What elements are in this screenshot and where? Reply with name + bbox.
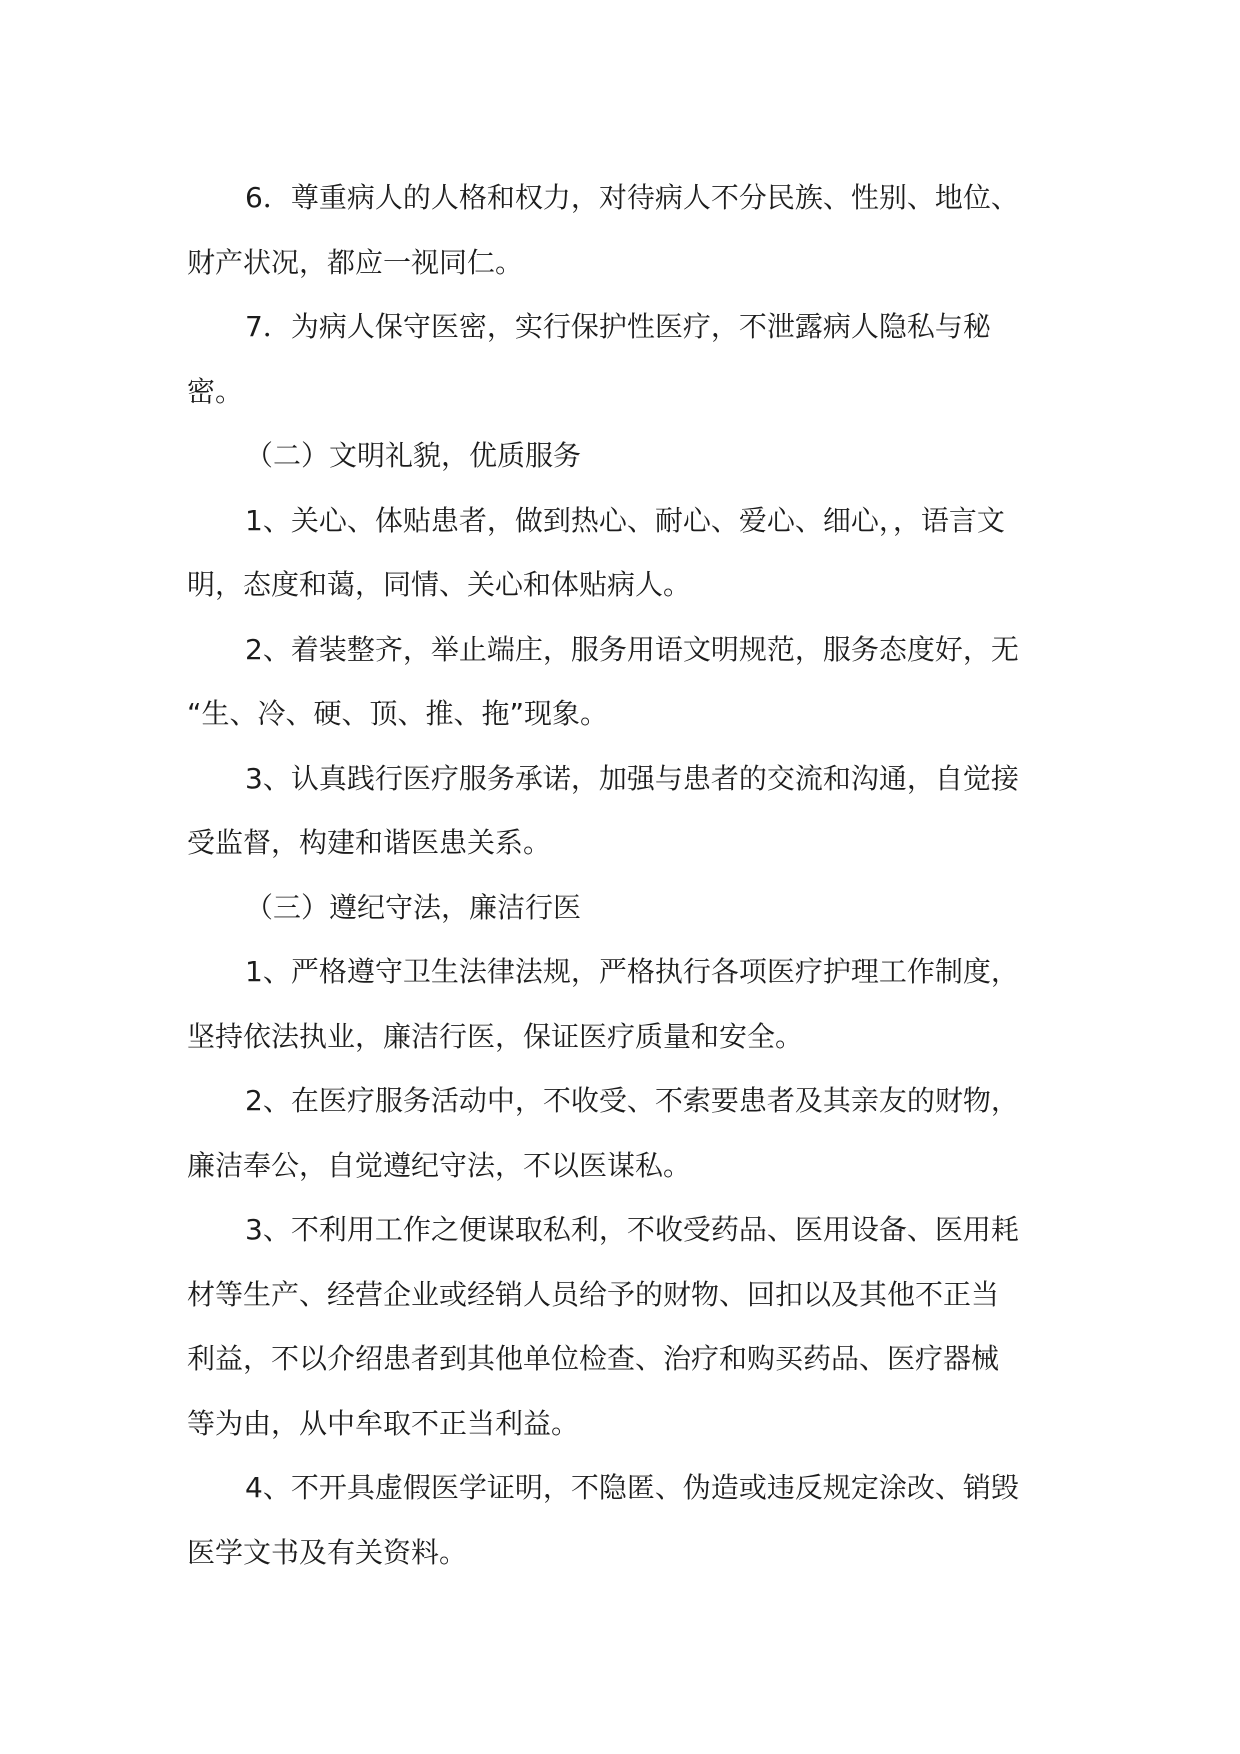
paragraph-item [187,1198,1057,1456]
text-line: 7．为病人保守医密，实行保护性医疗，不泄露病人隐私与秘 [245,310,991,343]
paragraph-item [187,489,1057,618]
text-line: 2、着装整齐，举止端庄，服务用语文明规范，服务态度好，无 [245,632,1019,666]
text-line: 受监督，构建和谐医患关系。 [187,826,552,859]
text-line: 6．尊重病人的人格和权力，对待病人不分民族、性别、地位、 [245,181,1019,214]
document-body [187,166,1057,1585]
text-line: 坚持依法执业，廉洁行医，保证医疗质量和安全。 [187,1019,804,1053]
text-line: 2、在医疗服务活动中，不收受、不索要患者及其亲友的财物， [245,1084,1019,1117]
text-line: 材等生产、经营企业或经销人员给予的财物、回扣以及其他不正当 [187,1277,1000,1311]
paragraph-item [187,940,1057,1069]
section-heading-2 [187,424,1057,489]
text-line: 3、认真践行医疗服务承诺，加强与患者的交流和沟通，自觉接 [245,761,1019,795]
text-line: 1、关心、体贴患者，做到热心、耐心、爱心、细心，，语言文 [245,503,1005,537]
text-line: 利益，不以介绍患者到其他单位检查、治疗和购买药品、医疗器械 [187,1342,1000,1375]
section-heading-3 [187,876,1057,941]
text-line: 等为由，从中牟取不正当利益。 [187,1406,580,1440]
text-line: 4、不开具虚假医学证明，不隐匿、伪造或违反规定涂改、销毁 [245,1471,1019,1504]
text-line: 明，态度和蔼，同情、关心和体贴病人。 [187,568,692,601]
text-line: 1、严格遵守卫生法律法规，严格执行各项医疗护理工作制度， [245,955,1019,988]
text-line: 医学文书及有关资料。 [187,1535,468,1569]
text-line: 密。 [187,374,244,408]
paragraph-item-6 [187,166,1057,295]
paragraph-item [187,747,1057,876]
paragraph-item [187,1456,1057,1585]
heading-line: （二）文明礼貌，优质服务 [245,439,582,472]
paragraph-item-7 [187,295,1057,424]
text-line: 3、不利用工作之便谋取私利，不收受药品、医用设备、医用耗 [245,1213,1019,1246]
text-line: “生、冷、硬、顶、推、拖”现象。 [187,697,609,730]
paragraph-item [187,1069,1057,1198]
text-line: 廉洁奉公，自觉遵纪守法，不以医谋私。 [187,1148,692,1182]
heading-line: （三）遵纪守法，廉洁行医 [245,890,582,924]
text-line: 财产状况，都应一视同仁。 [187,245,524,279]
paragraph-item [187,618,1057,747]
